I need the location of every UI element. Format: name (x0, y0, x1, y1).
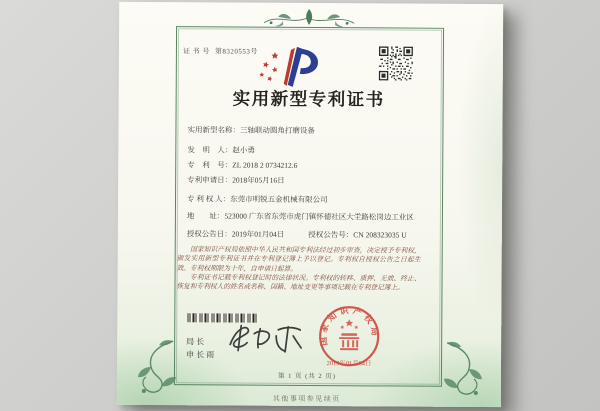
seal-date: 2019年01月04日 (326, 360, 372, 368)
certificate-title: 实用新型专利证书 (232, 88, 385, 110)
field-patent-number (187, 160, 297, 170)
cnipa-patent-logo-icon (251, 43, 339, 90)
field-address (187, 211, 435, 222)
director-printed-name: 申长雨 (186, 350, 217, 360)
field-value: 三轴联动圆角打磨设备 (239, 125, 315, 136)
legal-paragraph-2: 专利证书记载专利权登记时的法律状况。专利权的转移、质押、无效、终止、恢复和专利权人的姓名或名称、国籍、地址变更等事项记载在专利登记簿上。 (176, 274, 421, 292)
field-label: 地 址： (186, 211, 225, 221)
field-label: 发 明 人： (187, 145, 233, 155)
handwritten-signature-icon (222, 320, 307, 359)
field-value: ZL 2018 2 0734212.6 (232, 160, 298, 170)
field-value: 2018年05月16日 (232, 175, 285, 185)
field-utility-model-name (187, 125, 315, 135)
page-number: 第 1 页 (共 2 页) (277, 372, 336, 381)
grant-date-label: 授权公告日： (186, 229, 232, 239)
grant-date-value: 2019年01月04日 (231, 229, 285, 239)
footer-note: 其他事项参见续页 (272, 394, 341, 404)
bottom-left-flourish-icon (131, 338, 177, 396)
legal-text-block (176, 245, 420, 293)
field-filing-date (187, 175, 285, 185)
field-label: 专利申请日： (187, 175, 233, 185)
field-value: 赵小勇 (232, 145, 255, 155)
field-inventor (187, 145, 255, 154)
top-border-ornament-icon (261, 6, 357, 33)
field-label: 实用新型名称： (187, 125, 240, 135)
field-label: 专 利 权 人： (187, 194, 231, 204)
director-title-label: 局长 (186, 337, 207, 347)
qr-code-icon (379, 46, 413, 80)
field-grant-info (187, 229, 407, 239)
grant-number-label: 授权公告号： (308, 229, 354, 240)
grant-number-value: CN 208323035 U (353, 230, 407, 240)
field-value: 东莞市明锐五金机械有限公司 (230, 194, 328, 205)
certificate-number-value: 第8320553号 (214, 47, 258, 56)
seal-organization-text: 国家知识产权局 (317, 304, 381, 347)
certificate-paper (117, 2, 503, 407)
bottom-right-flourish-icon (443, 340, 489, 398)
certificate-number (183, 46, 258, 56)
field-patentee (187, 194, 328, 204)
field-label: 专 利 号： (187, 160, 233, 170)
legal-paragraph-1: 国家知识产权局依照中华人民共和国专利法经过初步审查，决定授予专利权，颁发实用新型专利证书并在专利登记簿上予以登记。专利权自授权公告之日起生效。专利权期限为十年，自申请日起算。 (176, 246, 421, 273)
certificate-number-label: 证 书 号 (182, 47, 210, 56)
field-value: 523000 广东省东莞市虎门镇怀德社区大坣路松岗边工业区 (224, 211, 414, 222)
